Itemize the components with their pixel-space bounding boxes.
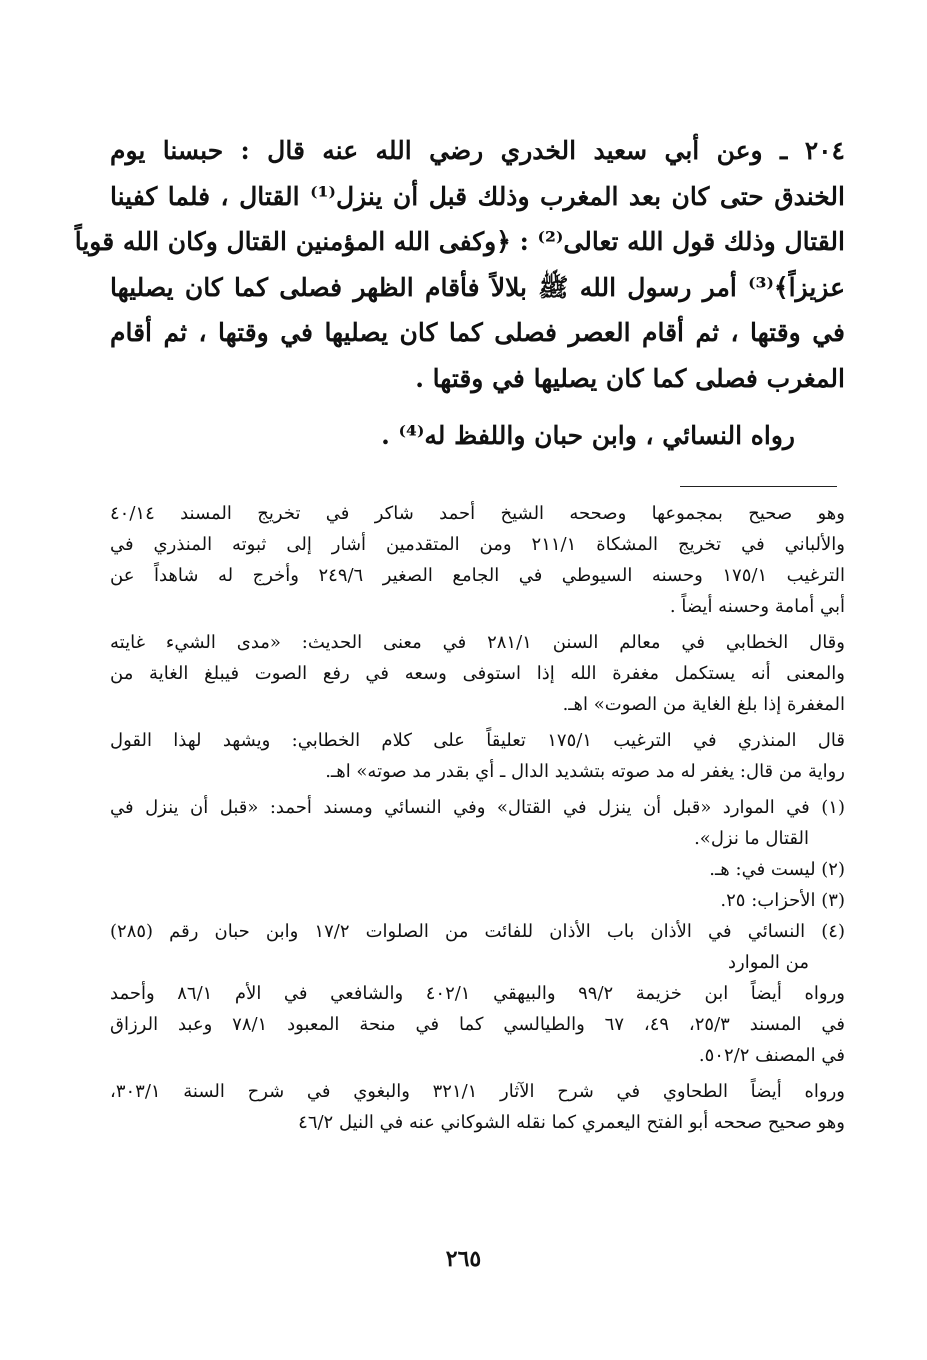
hadith-line: الخندق حتى كان بعد المغرب وذلك قبل أن ينزل⁽¹⁾ القتال ، فلما كفينا <box>110 181 845 211</box>
footnote-line: الترغيب ١٧٥/١ وحسنه السيوطي في الجامع الصغير ٢٤٩/٦ وأخرج له شاهداً عن <box>110 565 846 586</box>
main-text <box>74 128 845 459</box>
hadith-line: القتال وذلك قول الله تعالى⁽²⁾ : ﴿وكفى الله المؤمنين القتال وكان الله قوياً <box>74 227 845 256</box>
footnote-divider <box>680 486 837 487</box>
footnote-line: وهو صحيح صححه أبو الفتح اليعمري كما نقله الشوكاني عنه في النيل ٤٦/٢ <box>298 1112 845 1133</box>
footnote-line: والمعنى أنه يستكمل مغفرة الله إذا استوفى وسعه في رفع الصوت فيبلغ الغاية من <box>110 663 845 684</box>
footnote-line: قال المنذري في الترغيب ١٧٥/١ تعليقاً على كلام الخطابي: ويشهد لهذا القول <box>110 730 845 751</box>
footnote-line: وقال الخطابي في معالم السنن ٢٨١/١ في معنى الحديث: «مدى الشيء غايته <box>110 632 845 653</box>
footnote-line: (٤) النسائي في الأذان باب الأذان للفائت من الصلوات ١٧/٢ وابن حبان رقم (٢٨٥) <box>110 921 845 942</box>
page-number: ٢٦٥ <box>445 1246 482 1272</box>
footnote-line: رواية من قال: يغفر له مد صوته بتشديد الدال ـ أي بقدر مد صوته» اهـ. <box>325 761 845 782</box>
footnote-line: ورواه أيضاً ابن خزيمة ٩٩/٢ والبيهقي ٤٠٢/١ والشافعي في الأم ٨٦/١ وأحمد <box>110 983 845 1004</box>
footnote-line: وهو صحيح بمجموعها وصححه الشيخ أحمد شاكر في تخريج المسند ٤٠/١٤ <box>110 503 845 524</box>
footnote-line: ورواه أيضاً الطحاوي في شرح الآثار ٣٢١/١ والبغوي في شرح السنة ٣٠٣/١، <box>110 1081 845 1102</box>
hadith-line: ٢٠٤ ـ وعن أبي سعيد الخدري رضي الله عنه قال : حبسنا يوم <box>110 136 845 165</box>
footnote-line: (١) في الموارد «قبل أن ينزل في القتال» وفي النسائي ومسند أحمد: «قبل أن ينزل في <box>110 797 845 818</box>
footnote-line: والألباني في تخريج المشكاة ٢١١/١ ومن المتقدمين أشار إلى ثبوته المنذري في <box>110 534 845 555</box>
hadith-line: المغرب فصلى كما كان يصليها في وقتها . <box>415 363 845 393</box>
footnote-line: (٣) الأحزاب: ٢٥. <box>720 890 845 911</box>
narration-line: رواه النسائي ، وابن حبان واللفظ له⁽⁴⁾ . <box>381 421 795 450</box>
footnote-line: (٢) ليست في: هـ. <box>709 859 845 880</box>
footnotes <box>110 498 845 1138</box>
footnote-line: المغفرة إذا بلغ الغاية من الصوت» اهـ. <box>562 694 845 715</box>
hadith-line: عزيزاً﴾⁽³⁾ أمر رسول الله ﷺ بلالاً فأقام الظهر فصلى كما كان يصليها <box>110 272 845 302</box>
footnote-line: القتال ما نزل». <box>694 828 809 849</box>
footnote-line: في المسند ٢٥/٣، ٤٩، ٦٧ والطيالسي كما في منحة المعبود ٧٨/١ وعبد الرزاق <box>110 1014 846 1035</box>
footnote-line: في المصنف ٥٠٢/٢. <box>698 1045 845 1066</box>
footnote-line: من الموارد <box>728 952 809 973</box>
hadith-line: في وقتها ، ثم أقام العصر فصلى كما كان يصليها في وقتها ، ثم أقام <box>110 318 845 347</box>
footnote-line: أبي أمامة وحسنه أيضاً . <box>669 596 845 617</box>
